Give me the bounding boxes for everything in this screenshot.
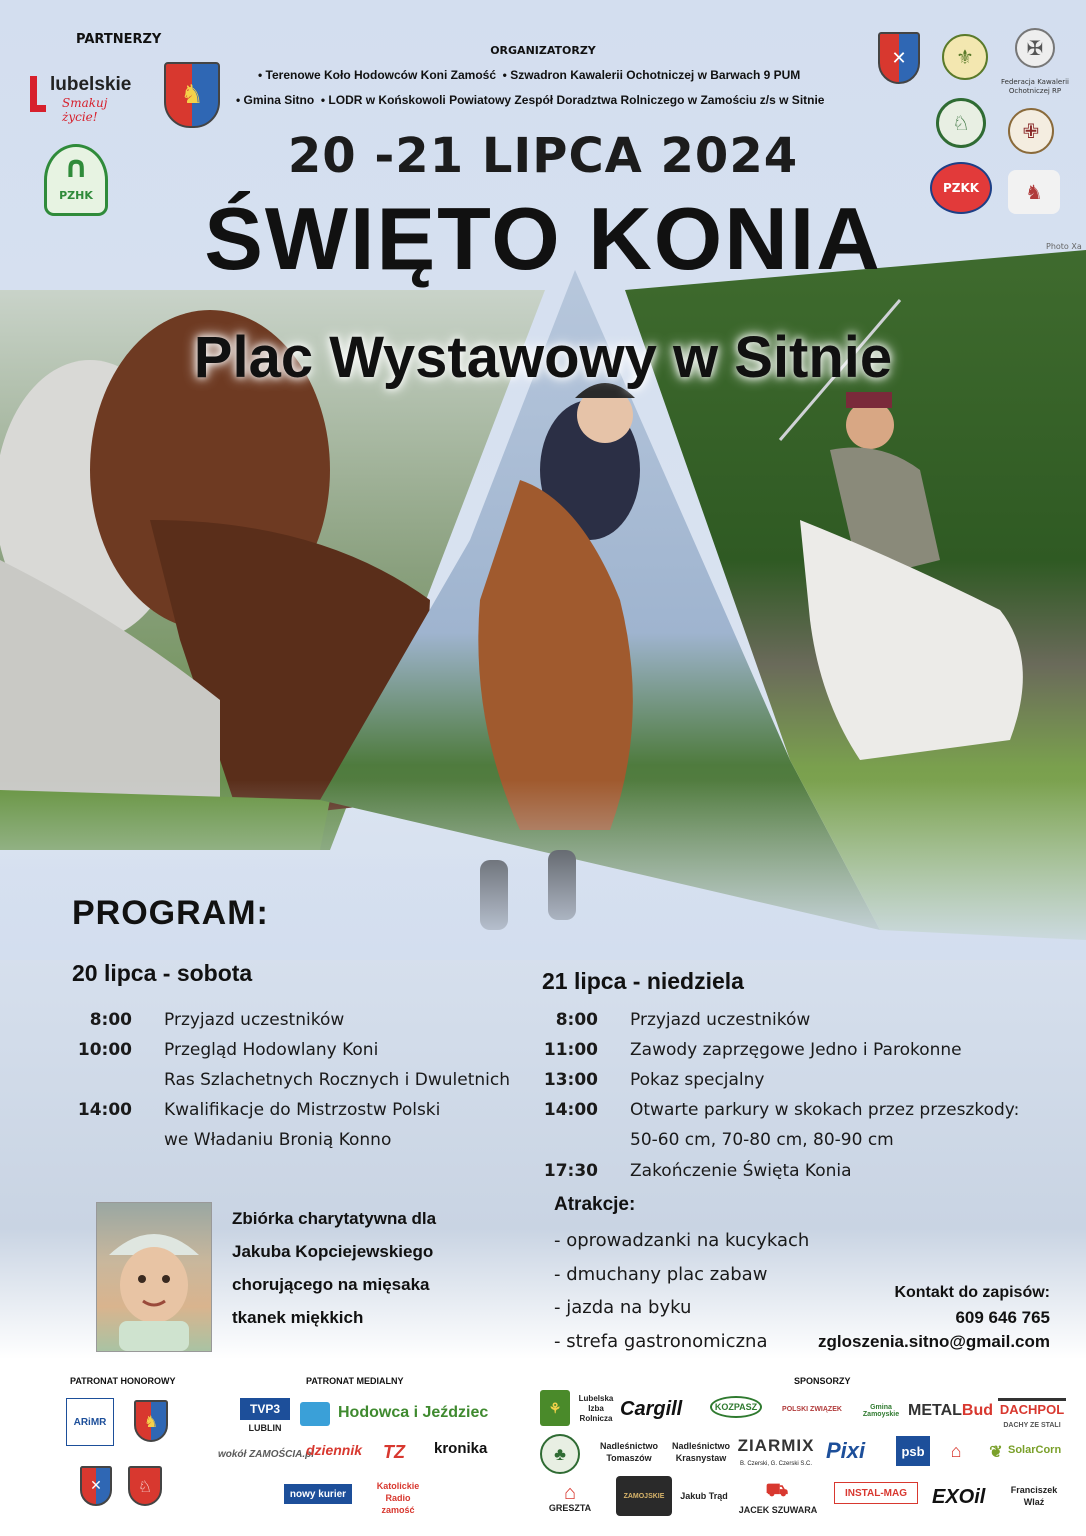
event-desc: Otwarte parkury w skokach przez przeszkody: [630, 1100, 1020, 1120]
event-date: 20 -21 LIPCA 2024 [287, 128, 799, 184]
attraction-item: - dmuchany plac zabaw [554, 1264, 768, 1285]
event-desc: Przegląd Hodowlany Koni [164, 1040, 379, 1060]
powiat-zamosc-crest-icon: ✕ [80, 1466, 112, 1506]
organizer-name: Szwadron Kawalerii Ochotniczej w Barwach 9 PUM [510, 68, 801, 82]
solarcorn-logo: SolarCorn [1008, 1444, 1062, 1456]
event-time: 11:00 [543, 1040, 598, 1060]
horse-silhouette-icon: ♞ [1008, 170, 1060, 214]
attractions-heading: Atrakcje: [554, 1194, 636, 1215]
event-title: ŚWIĘTO KONIA [204, 189, 882, 288]
sponsors-heading: SPONSORZY [794, 1376, 851, 1386]
sitno-crest-icon: ♞ [134, 1400, 168, 1442]
ziarmix-logo: ZIARMIX [737, 1436, 815, 1455]
lubelskie-l-mark [30, 76, 46, 112]
dachpol-logo: DACHPOL [998, 1398, 1066, 1418]
event-time: 14:00 [543, 1100, 598, 1120]
charity-line: Jakuba Kopciejewskiego [232, 1242, 434, 1261]
event-desc: Przyjazd uczestników [630, 1010, 811, 1030]
jakub-trad-label: Jakub Trąd [680, 1491, 728, 1501]
izba-rolnicza-label: Lubelska Izba Rolnicza [578, 1394, 614, 1423]
event-desc: Ras Szlachetnych Rocznych i Dwuletnich [164, 1070, 511, 1090]
partners-heading: PARTNERZY [76, 32, 162, 47]
nadlesnictwo-tomaszow [594, 1440, 664, 1464]
sunday-heading: 21 lipca - niedziela [542, 968, 744, 994]
pixi-logo: Pixi [826, 1438, 866, 1463]
hodowca-logo: Hodowca i Jeździec [338, 1404, 489, 1421]
event-desc: 50-60 cm, 70-80 cm, 80-90 cm [630, 1130, 894, 1150]
cargill-logo: Cargill [620, 1398, 683, 1420]
kozpasz-logo: KOZPASZ [710, 1396, 762, 1418]
contact-heading: Kontakt do zapisów: [894, 1284, 1050, 1301]
forestry-line: Nadleśnictwo [599, 1441, 658, 1451]
event-time: 13:00 [543, 1070, 598, 1090]
ziarmix-sublabel: B. Czerski, G. Czerski S.C. [739, 1461, 812, 1467]
jacek-szuwara-label: JACEK SZUWARA [738, 1505, 818, 1515]
powiat-crest-icon: ✕ [878, 32, 920, 84]
event-desc: we Władaniu Bronią Konno [164, 1130, 392, 1150]
polski-zwiazek-logo: POLSKI ZWIĄZEK [782, 1405, 842, 1413]
lubelskie-logo [30, 72, 136, 124]
pzkk-logo: PZKK [930, 162, 992, 214]
gmina-zamoyskie-logo: Gmina Zamoyskie [862, 1404, 900, 1418]
charity-line: tkanek miękkich [232, 1308, 364, 1327]
metalbud-logo [908, 1402, 993, 1420]
lubelskie-crest-icon: ♘ [128, 1466, 162, 1506]
event-time: 8:00 [555, 1010, 598, 1030]
charity-line: Zbiórka charytatywna dla [232, 1209, 437, 1228]
metalbud-metal: METAL [908, 1402, 962, 1419]
event-time: 14:00 [77, 1100, 132, 1120]
franciszek-wlaz-label [1004, 1484, 1064, 1508]
truck-icon: ⛟ [765, 1480, 789, 1500]
lubelskie-slogan: Smakuj życie! [62, 96, 108, 124]
contact-phone[interactable]: 609 646 765 [955, 1308, 1050, 1327]
zamojskie-logo: ZAMOJSKIE [616, 1476, 672, 1516]
charity-child-photo [96, 1202, 212, 1352]
izba-rolnicza-icon: ⚘ [540, 1390, 570, 1426]
tvp3-logo: TVP3 [240, 1398, 290, 1420]
event-desc: Przyjazd uczestników [164, 1010, 345, 1030]
organizers-line-2: • Gmina Sitno • LODR w Końskowoli Powiatowy Zespół Doradztwa Rolniczego w Zamościu z/s w Sitnie [236, 93, 825, 107]
forestry-line: Krasnystaw [675, 1453, 727, 1463]
horseshoe-icon: ∩ [63, 150, 89, 185]
wokol-zamoscia-logo: wokół ZAMOŚCIA.pl [217, 1448, 315, 1460]
lublin-agency-logo-icon [300, 1402, 330, 1426]
event-desc: Kwalifikacje do Mistrzostw Polski [164, 1100, 441, 1120]
saturday-heading: 20 lipca - sobota [72, 960, 253, 986]
nadlesnictwo-krasnystaw [666, 1440, 736, 1464]
attraction-item: - jazda na byku [554, 1297, 692, 1318]
photo-credit: Photo Xa [1046, 242, 1082, 251]
gmina-sitno-crest-icon: ♞ [164, 62, 220, 128]
gresza-roof-icon: ⌂ [563, 1481, 577, 1504]
organizer-name: LODR w Końskowoli Powiatowy Zespół Doradztwa Rolniczego w Zamościu z/s w Sitnie [328, 93, 825, 107]
attraction-item: - oprowadzanki na kucykach [554, 1230, 810, 1251]
forestry-line: Nadleśnictwo [671, 1441, 730, 1451]
organizers-line-1: • Terenowe Koło Hodowców Koni Zamość • Szwadron Kawalerii Ochotniczej w Barwach 9 PUM [258, 68, 801, 82]
instal-mag-logo: INSTAL-MAG [834, 1482, 918, 1504]
dziennik-logo: dziennik [306, 1442, 363, 1458]
event-time: 10:00 [77, 1040, 132, 1060]
pzhk-label: PZHK [59, 189, 93, 202]
media-patronage-heading: PATRONAT MEDIALNY [306, 1376, 404, 1386]
metalbud-bud: Bud [961, 1402, 994, 1419]
franciszek-line: Wlaź [1023, 1497, 1045, 1507]
radio-zamosc-logo: Katolickie Radio zamość [376, 1481, 420, 1515]
exoil-logo: EXOil [932, 1486, 986, 1508]
federation-emblem-icon: ✠ [1015, 28, 1055, 68]
forestry-emblem-icon: ♣ [540, 1434, 580, 1474]
wheat-crest-icon: ⚜ [942, 34, 988, 80]
cross-badge-icon: ✙ [1008, 108, 1054, 154]
organizer-name: Gmina Sitno [243, 93, 315, 107]
tvp3-sublabel: LUBLIN [248, 1423, 282, 1433]
organizer-name: Terenowe Koło Hodowców Koni Zamość [265, 68, 497, 82]
solarcorn-leaf-icon: ❦ [989, 1444, 1003, 1461]
federation-label: Federacja Kawalerii Ochotniczej RP [1001, 78, 1069, 95]
program-heading: PROGRAM: [72, 894, 269, 932]
event-time: 17:30 [543, 1161, 598, 1181]
charity-line: chorującego na mięsaka [232, 1275, 430, 1294]
roof-icon: ⌂ [950, 1440, 962, 1461]
arimr-logo: ARiMR [66, 1398, 114, 1446]
event-desc: Pokaz specjalny [630, 1070, 765, 1090]
charity-text [232, 1202, 492, 1334]
lubelskie-word: lubelskie [50, 74, 132, 95]
event-desc: Zawody zaprzęgowe Jedno i Parokonne [630, 1040, 962, 1060]
franciszek-line: Franciszek [1010, 1485, 1058, 1495]
organizers-heading: ORGANIZATORZY [490, 44, 596, 57]
nowy-kurier-logo: nowy kurier [284, 1484, 352, 1504]
gresza-label: GRESZTA [548, 1503, 592, 1513]
honorary-patronage-heading: PATRONAT HONOROWY [70, 1376, 176, 1386]
kronika-logo: kronika [434, 1440, 488, 1457]
tygodnik-zamojski-logo: TZ [383, 1441, 405, 1462]
attraction-item: - strefa gastronomiczna [554, 1331, 768, 1352]
event-desc: Zakończenie Święta Konia [630, 1161, 852, 1181]
contact-email[interactable]: zgloszenia.sitno@gmail.com [818, 1332, 1050, 1351]
horse-club-badge-icon: ♘ [936, 98, 986, 148]
event-time: 8:00 [89, 1010, 132, 1030]
forestry-line: Tomaszów [606, 1453, 652, 1463]
psb-logo: psb [896, 1436, 930, 1466]
event-location: Plac Wystawowy w Sitnie [193, 325, 893, 390]
dachpol-sublabel: DACHY ZE STALI [1003, 1422, 1061, 1429]
